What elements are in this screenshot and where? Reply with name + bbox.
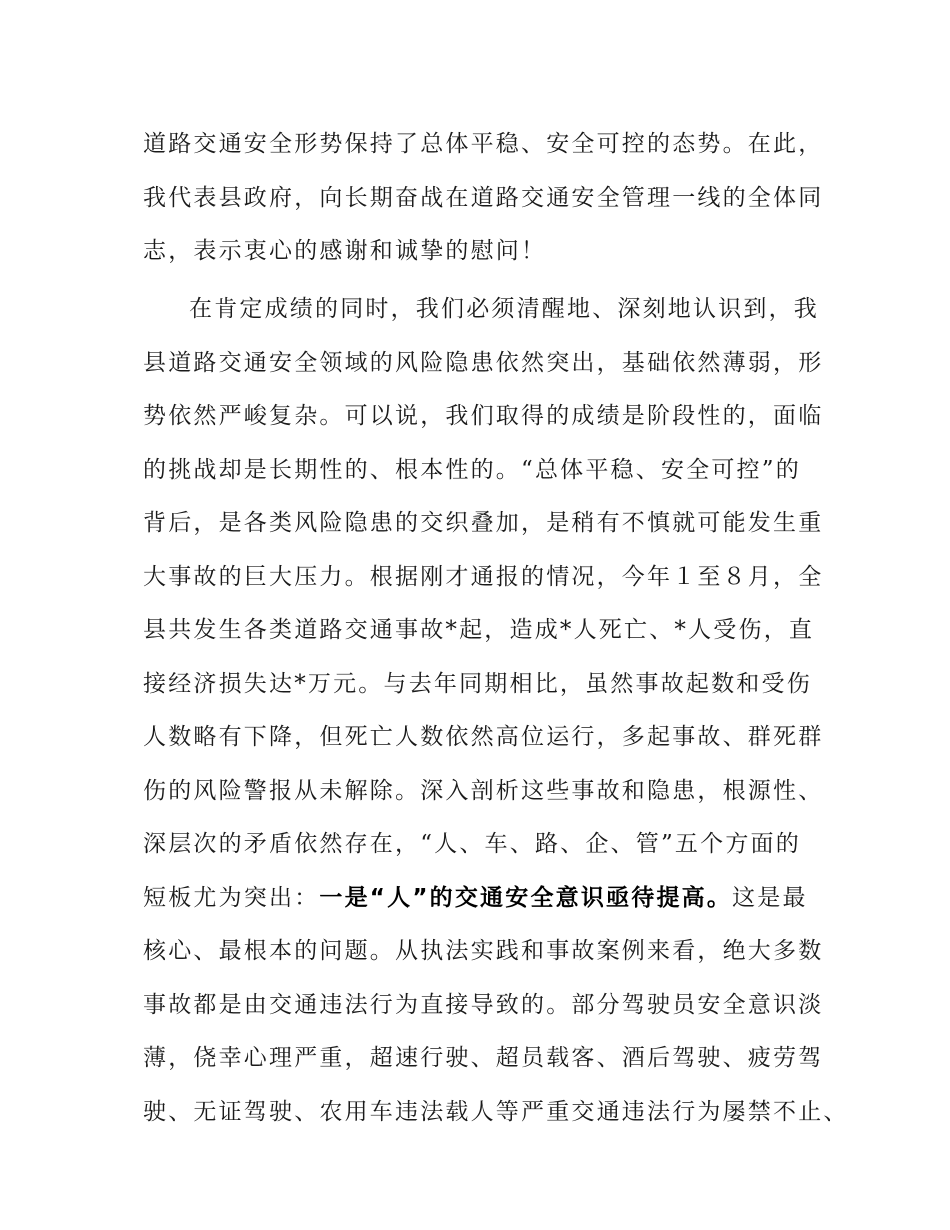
paragraph-line: 大事故的巨大压力。根据刚才通报的情况，今年１至８月，全: [143, 563, 824, 590]
line-prefix-text: 短板尤为突出：: [143, 884, 320, 911]
paragraph-line: 驶、无证驾驶、农用车违法载人等严重交通违法行为屡禁不止、: [143, 1098, 849, 1125]
paragraph-line: 事故都是由交通违法行为直接导致的。部分驾驶员安全意识淡: [143, 991, 824, 1018]
paragraph-line: 在肯定成绩的同时，我们必须清醒地、深刻地认识到，我: [189, 296, 819, 322]
paragraph-line: 背后，是各类风险隐患的交织叠加，是稍有不慎就可能发生重: [143, 510, 824, 536]
paragraph-line: 人数略有下降，但死亡人数依然高位运行，多起事故、群死群: [143, 724, 824, 750]
paragraph-line: 的挑战却是长期性的、根本性的。“总体平稳、安全可控”的: [143, 456, 801, 483]
paragraph-line: 接经济损失达*万元。与去年同期相比，虽然事故起数和受伤: [143, 670, 812, 697]
paragraph-line: 道路交通安全形势保持了总体平稳、安全可控的态势。在此，: [143, 131, 824, 157]
paragraph-line: 势依然严峻复杂。可以说，我们取得的成绩是阶段性的，面临: [143, 403, 824, 429]
paragraph-line: 志，表示衷心的感谢和诚挚的慰问！: [143, 238, 547, 264]
paragraph-line: 核心、最根本的问题。从执法实践和事故案例来看，绝大多数: [143, 938, 824, 964]
paragraph-line: 薄，侥幸心理严重，超速行驶、超员载客、酒后驾驶、疲劳驾: [143, 1045, 824, 1071]
paragraph-1: [143, 118, 823, 279]
paragraph-line-with-heading: [143, 872, 823, 926]
paragraph-line: 县共发生各类道路交通事故*起，造成*人死亡、*人受伤，直: [143, 617, 815, 643]
paragraph-2: [143, 283, 849, 1139]
paragraph-line: 伤的风险警报从未解除。深入剖析这些事故和隐患，根源性、: [143, 777, 824, 804]
line-suffix-text: 这是最: [732, 884, 808, 911]
paragraph-line: 县道路交通安全领域的风险隐患依然突出，基础依然薄弱，形: [143, 349, 824, 376]
bold-subheading: 一是“人”的交通安全意识亟待提高。: [319, 884, 733, 911]
paragraph-line: 我代表县政府，向长期奋战在道路交通安全管理一线的全体同: [143, 184, 824, 211]
paragraph-line: 深层次的矛盾依然存在，“人、车、路、企、管”五个方面的: [143, 831, 801, 857]
